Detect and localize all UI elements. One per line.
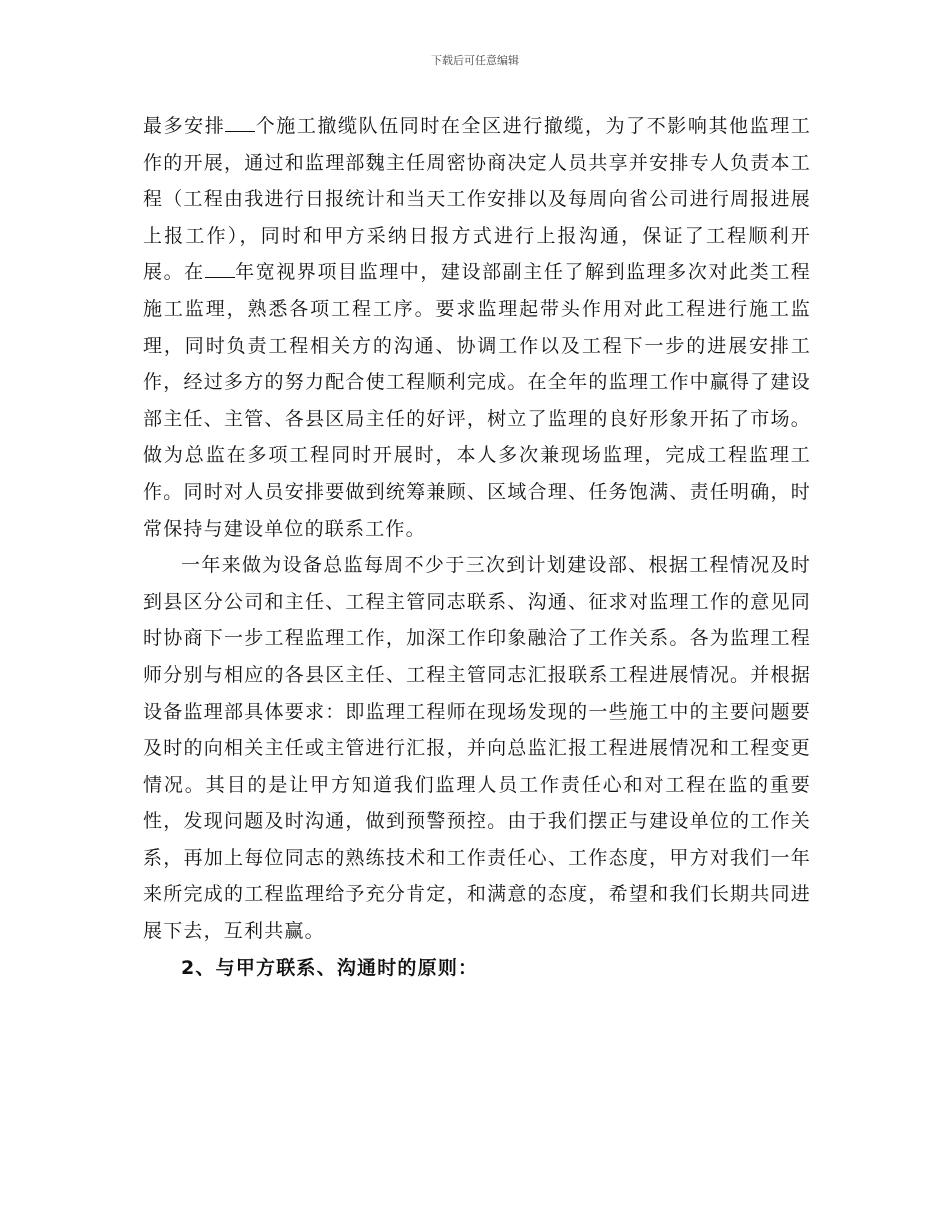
paragraph-1-part-1: 最多安排 xyxy=(143,115,226,137)
paragraph-1-part-2: 个施工撤缆队伍同时在全区进行撤缆，为了不影响其他监理工作的开展，通过和监理部魏主任周密协商决定人员共享并安排专人负责本工程（工程由我进行日报统计和当天工作安排以及每周向省公司进行周报进展上报工作），同时和甲方采纳日报方式进行上报沟通，保证了工程顺利开展。在 xyxy=(143,115,811,284)
paragraph-2: 一年来做为设备总监每周不少于三次到计划建设部、根据工程情况及时到县区分公司和主任、工程主管同志联系、沟通、征求对监理工作的意见同时协商下一步工程监理工作，加深工作印象融洽了工作关系。各为监理工程师分别与相应的各县区主任、工程主管同志汇报联系工程进展情况。并根据设备监理部具体要求：即监理工程师在现场发现的一些施工中的主要问题要及时的向相关主任或主管进行汇报，并向总监汇报工程进展情况和工程变更情况。其目的是让甲方知道我们监理人员工作责任心和对工程在监的重要性，发现问题及时沟通，做到预警预控。由于我们摆正与建设单位的工作关系，再加上每位同志的熟练技术和工作责任心、工作态度，甲方对我们一年来所完成的工程监理给予充分肯定，和满意的态度，希望和我们长期共同进展下去，互利共赢。 xyxy=(143,554,811,943)
section-heading: 2、与甲方联系、沟通时的原则： xyxy=(181,956,479,979)
paragraph-1 xyxy=(143,108,811,547)
blank-underline xyxy=(205,261,235,278)
document-body xyxy=(143,108,811,986)
blank-underline xyxy=(225,115,255,132)
page-header-note: 下载后可任意编辑 xyxy=(431,54,519,67)
paragraph-1-part-3: 年宽视界项目监理中，建设部副主任了解到监理多次对此类工程施工监理，熟悉各项工程工序。要求监理起带头作用对此工程进行施工监理，同时负责工程相关方的沟通、协调工作以及工程下一步的进展安排工作，经过多方的努力配合使工程顺利完成。在全年的监理工作中赢得了建设部主任、主管、各县区局主任的好评，树立了监理的良好形象开拓了市场。做为总监在多项工程同时开展时，本人多次兼现场监理，完成工程监理工作。同时对人员安排要做到统筹兼顾、区域合理、任务饱满、责任明确，时常保持与建设单位的联系工作。 xyxy=(143,261,811,540)
